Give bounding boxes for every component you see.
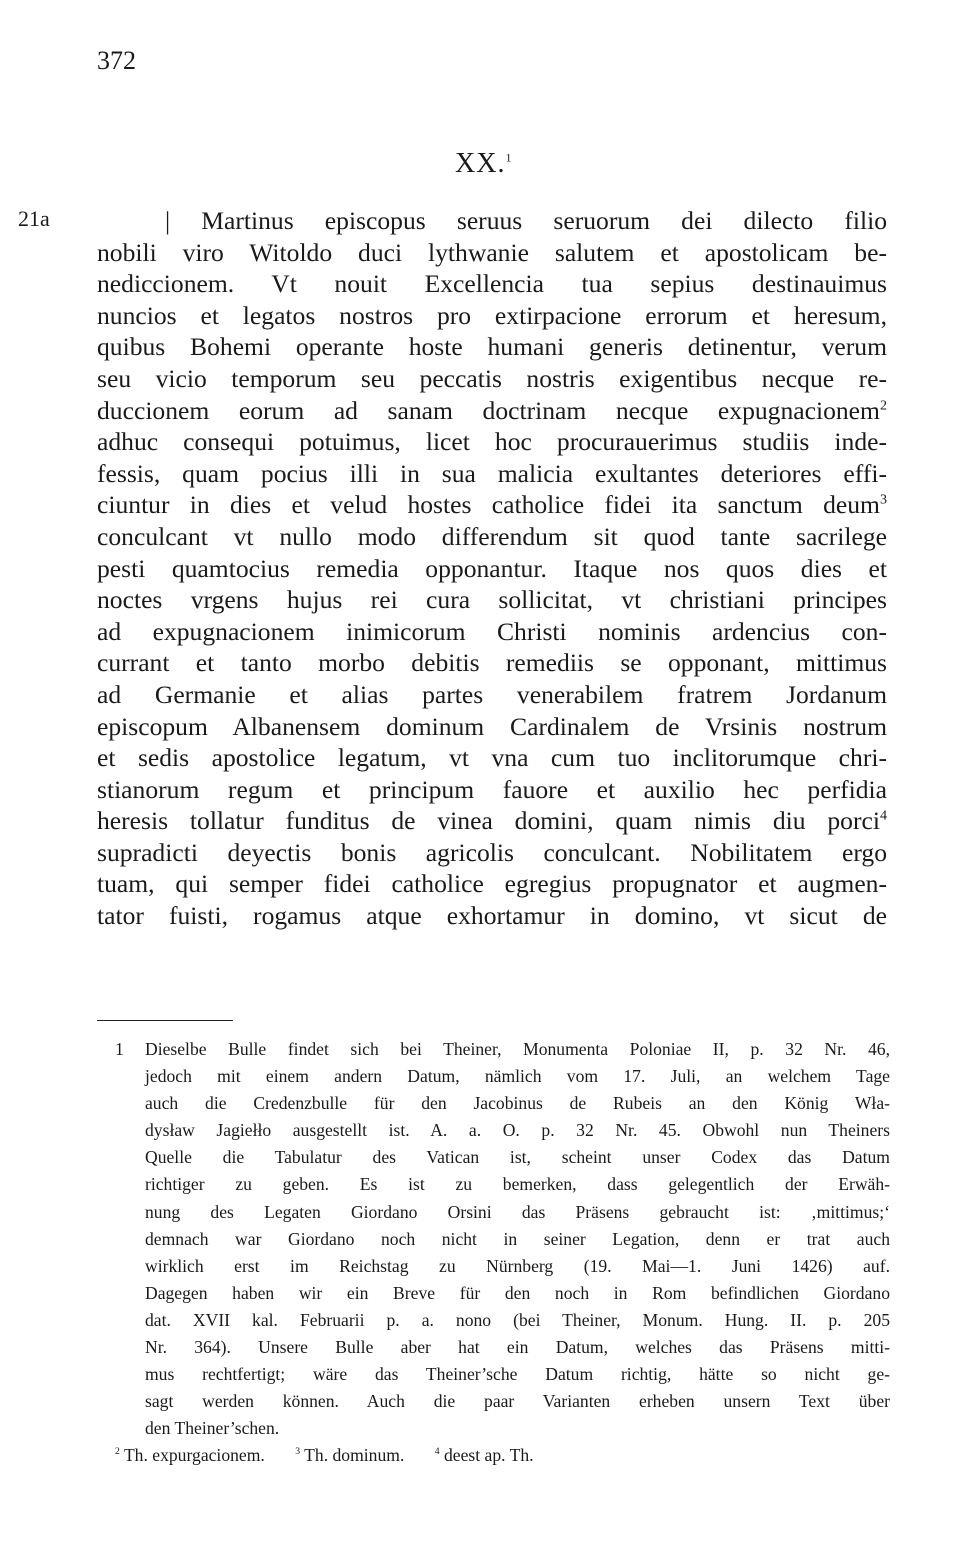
footnote-1-line: den Theiner’schen.	[145, 1418, 280, 1439]
footnote-4-text: deest ap. Th.	[444, 1445, 534, 1466]
footnote-2-number: 2	[115, 1446, 120, 1458]
charter-body-text	[97, 205, 887, 932]
footnote-1-line: dysław Jagiełło ausgestellt ist. A. a. O. p. 32 Nr. 45. Obwohl nun Theiners	[145, 1120, 890, 1141]
footnote-1-line: Quelle die Tabulatur des Vatican ist, scheint unser Codex das Datum	[145, 1147, 890, 1168]
body-line: nediccionem. Vt nouit Excellencia tua sepius destinauimus	[97, 269, 887, 299]
body-line: pesti quamtocius remedia opponantur. Itaque nos quos dies et	[97, 553, 887, 583]
body-line: ad Germanie et alias partes venerabilem fratrem Jordanum	[97, 679, 887, 709]
footnotes	[115, 1036, 890, 1470]
footnote-3-text: Th. dominum.	[304, 1445, 405, 1466]
footnote-1-line	[115, 1036, 890, 1063]
body-line: currant et tanto morbo debitis remediis se opponant, mittimus	[97, 648, 887, 678]
footnote-1-line: auch die Credenzbulle für den Jacobinus de Rubeis an den König Wła-	[145, 1093, 890, 1114]
body-line	[97, 489, 887, 521]
body-line: quibus Bohemi operante hoste humani generis detinentur, verum	[97, 332, 887, 362]
body-line-text: heresis tollatur funditus de vinea domini, quam nimis diu porci	[97, 806, 880, 836]
footnote-1-line: jedoch mit einem andern Datum, nämlich vom 17. Juli, an welchem Tage	[145, 1066, 890, 1087]
footnote-separator-rule	[97, 1020, 233, 1021]
page-number: 372	[97, 46, 136, 75]
body-line: episcopum Albanensem dominum Cardinalem de Vrsinis nostrum	[97, 711, 887, 741]
document-title	[455, 148, 512, 180]
footnote-2-text: Th. expurgacionem.	[123, 1445, 265, 1466]
body-line: seu vicio temporum seu peccatis nostris exigentibus necque re-	[97, 363, 887, 393]
footnote-1-line: wirklich erst im Reichstag zu Nürnberg (19. Mai—1. Juni 1426) auf.	[145, 1255, 890, 1276]
footnote-4-number: 4	[434, 1446, 440, 1458]
body-line: conculcant vt nullo modo differendum sit quod tante sacrilege	[97, 521, 887, 551]
body-line: fessis, quam pocius illi in sua malicia exultantes deteriores effi-	[97, 458, 887, 488]
footnote-marker-2: 2	[879, 397, 887, 414]
footnote-1-line: Dagegen haben wir ein Breve für den noch in Rom befindlichen Giordano	[145, 1282, 890, 1303]
body-line: | Martinus episcopus seruus seruorum dei dilecto filio	[165, 206, 887, 235]
body-line: stianorum regum et principum fauore et auxilio hec perfidia	[97, 774, 887, 804]
title-text: XX.	[455, 148, 506, 179]
footnote-1-line: nung des Legaten Giordano Orsini das Präsens gebraucht ist: ‚mittimus;‘	[145, 1201, 890, 1222]
body-line: nuncios et legatos nostros pro extirpacione errorum et heresum,	[97, 300, 887, 330]
footnote-3	[295, 1442, 404, 1469]
body-line: ad expugnacionem inimicorum Christi nominis ardencius con-	[97, 616, 887, 646]
footnote-1-text: Dieselbe Bulle findet sich bei Theiner, Monumenta Poloniae II, p. 32 Nr. 46,	[145, 1039, 890, 1059]
body-line-text: duccionem eorum ad sanam doctrinam necque expugnacionem	[97, 395, 880, 425]
footnote-4	[435, 1442, 534, 1469]
footnote-marker-3: 3	[879, 491, 887, 508]
footnote-1-line: dat. XVII kal. Februarii p. a. nono (bei Theiner, Monum. Hung. II. p. 205	[145, 1309, 890, 1330]
body-line: tator fuisti, rogamus atque exhortamur in domino, vt sicut de	[97, 901, 887, 931]
body-line: et sedis apostolice legatum, vt vna cum tuo inclitorumque chri-	[97, 743, 887, 773]
footnote-1-line: Nr. 364). Unsere Bulle aber hat ein Datum, welches das Präsens mitti-	[145, 1337, 890, 1358]
footnote-1-line: mus rechtfertigt; wäre das Theiner’sche Datum richtig, hätte so nicht ge-	[145, 1364, 890, 1385]
folio-margin-note: 21a	[18, 206, 50, 231]
footnote-1-line: demnach war Giordano noch nicht in seiner Legation, denn er trat auch	[145, 1228, 890, 1249]
body-line	[97, 395, 887, 427]
body-line: supradicti deyectis bonis agricolis conculcant. Nobilitatem ergo	[97, 837, 887, 867]
footnote-2	[115, 1442, 265, 1469]
body-line-text: ciuntur in dies et velud hostes catholice fidei ita sanctum deum	[97, 490, 880, 520]
footnote-3-number: 3	[295, 1446, 301, 1458]
footnotes-2-4-line	[115, 1442, 890, 1469]
body-line	[97, 805, 887, 837]
title-footnote-marker: 1	[505, 150, 513, 165]
body-line: adhuc consequi potuimus, licet hoc procurauerimus studiis inde-	[97, 427, 887, 457]
body-line: noctes vrgens hujus rei cura sollicitat, vt christiani principes	[97, 585, 887, 615]
footnote-1-line: richtiger zu geben. Es ist zu bemerken, dass gelegentlich der Erwäh-	[145, 1174, 890, 1195]
footnote-1-number: 1	[115, 1039, 124, 1059]
body-line: nobili viro Witoldo duci lythwanie salutem et apostolicam be-	[97, 237, 887, 267]
footnote-marker-4: 4	[879, 807, 887, 824]
body-line: tuam, qui semper fidei catholice egregius propugnator et augmen-	[97, 869, 887, 899]
footnote-1-line: sagt werden können. Auch die paar Varianten erheben unsern Text über	[145, 1391, 890, 1412]
